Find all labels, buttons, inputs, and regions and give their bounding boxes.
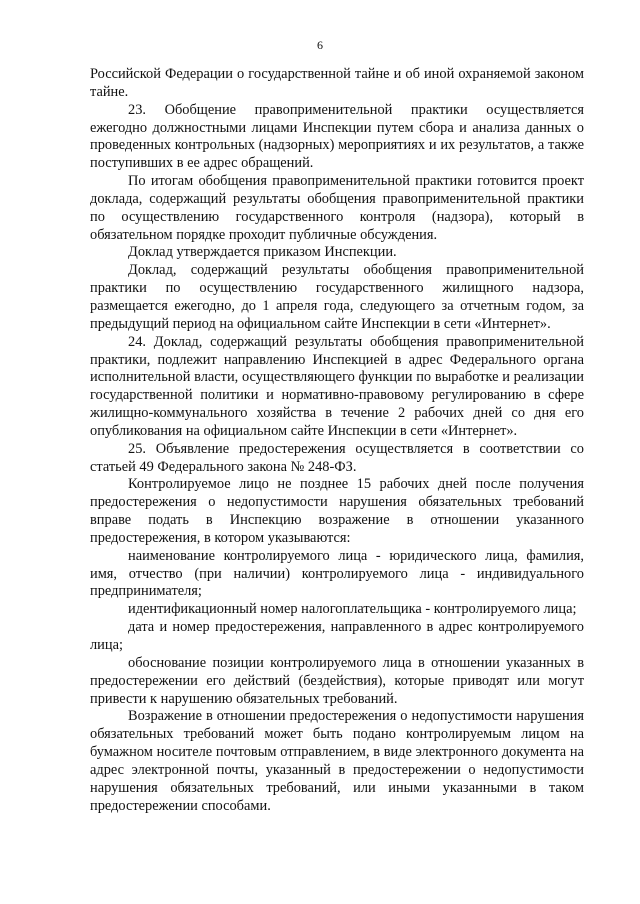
paragraph: 24. Доклад, содержащий результаты обобщения правоприменительной практики, подлежит направлению Инспекцией в адрес Федерального органа исполнительной власти, осуществляющего функции по выработке и реализации государственной политики и нормативно-правовому регулированию в сфере жилищно-коммунального хозяйства в течение 2 рабочих дней со дня его опубликования на официальном сайте Инспекции в сети «Интернет». <box>90 333 584 439</box>
paragraph: Контролируемое лицо не позднее 15 рабочих дней после получения предостережения о недопустимости нарушения обязательных требований вправе подать в Инспекцию возражение в отношении указанного предостережения, в котором указываются: <box>90 476 584 546</box>
page-number: 6 <box>317 38 323 52</box>
paragraph: Возражение в отношении предостережения о недопустимости нарушения обязательных требований может быть подано контролируемым лицом на бумажном носителе почтовым отправлением, в виде электронного документа на адрес электронной почты, указанный в предостережении о недопустимости нарушения обязательных требований, или иными указанными в таком предостережении способами. <box>90 708 584 814</box>
paragraph: Доклад, содержащий результаты обобщения правоприменительной практики по осуществлению государственного жилищного надзора, размещается ежегодно, до 1 апреля года, следующего за отчетным годом, за предыдущий период на официальном сайте Инспекции в сети «Интернет». <box>90 262 584 332</box>
paragraph: Российской Федерации о государственной тайне и об иной охраняемой законом тайне. <box>90 66 584 100</box>
paragraph: обоснование позиции контролируемого лица в отношении указанных в предостережении его действий (бездействия), которые приводят или могут привести к нарушению обязательных требований. <box>90 654 584 707</box>
paragraph: Доклад утверждается приказом Инспекции. <box>128 244 397 261</box>
paragraph: 25. Объявление предостережения осуществляется в соответствии со статьей 49 Федерального закона № 248-ФЗ. <box>90 440 584 475</box>
paragraph: По итогам обобщения правоприменительной практики готовится проект доклада, содержащий результаты обобщения правоприменительной практики по осуществлению государственного контроля (надзора), который в обязательном порядке проходит публичные обсуждения. <box>90 173 584 243</box>
paragraph: наименование контролируемого лица - юридического лица, фамилия, имя, отчество (при наличии) контролируемого лица - индивидуального предпринимателя; <box>90 547 584 600</box>
document-body <box>90 66 584 815</box>
paragraph: 23. Обобщение правоприменительной практики осуществляется ежегодно должностными лицами Инспекции путем сбора и анализа данных о проведенных контрольных (надзорных) мероприятиях и их результатов, а также поступивших в ее адрес обращений. <box>90 101 584 172</box>
paragraph: дата и номер предостережения, направленного в адрес контролируемого лица; <box>90 619 584 653</box>
paragraph: идентификационный номер налогоплательщика - контролируемого лица; <box>128 601 577 618</box>
